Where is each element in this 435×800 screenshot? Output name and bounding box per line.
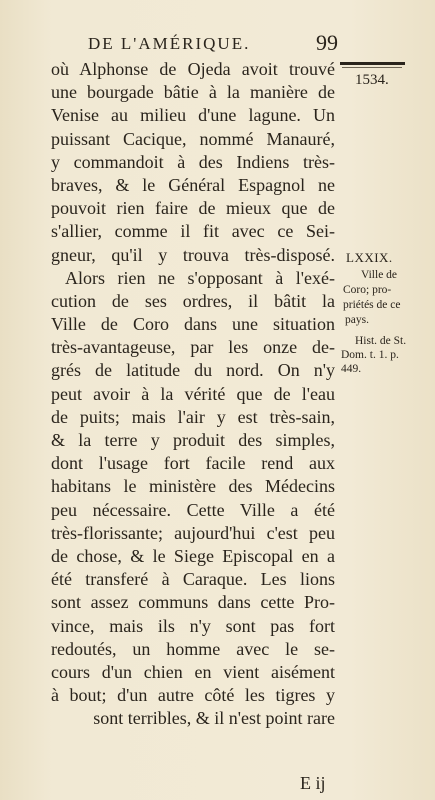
text-line: gneur, qu'il y trouva très-disposé. [51,244,335,265]
margin-source-line: Hist. de St. [355,335,407,347]
text-line: habitans le ministère des Médecins [51,476,335,497]
margin-source-line: Dom. t. 1. p. [341,349,399,361]
text-line: puissant Cacique, nommé Manauré, [51,128,335,149]
text-line: braves, & le Général Espagnol ne [51,174,335,195]
margin-note-line: priétés de ce [343,299,401,311]
text-line: cution de ses ordres, il bâtit la [51,290,335,311]
text-line: dont l'usage fort facile rend aux [51,453,335,474]
text-line: été transferé à Caraque. Les lions [51,569,335,590]
margin-note-line: Ville de [361,269,398,281]
text-line: cours d'un chien en vient aisément [51,661,335,682]
page-number: 99 [316,30,338,55]
text-line: pouvoit rien faire de mieux que de [51,198,335,219]
text-line: très-florissante; aujourd'hui c'est peu [51,522,335,543]
margin-source [341,334,421,376]
text-line: vince, mais ils n'y sont pas fort [51,615,335,636]
margin-year: 1534. [355,72,389,88]
margin-source-line: 449. [341,363,362,375]
signature-mark: E ij [300,773,326,793]
margin-note-line: Coro; pro- [343,284,392,296]
text-line: peu nécessaire. Cette Ville a été [51,499,335,520]
text-line: redoutés, un homme avec le se- [51,638,335,659]
margin-note [343,268,423,328]
running-header [88,30,338,56]
text-line: une bourgade bâtie à la manière de [51,82,335,103]
text-line: où Alphonse de Ojeda avoit trouvé [51,59,335,79]
margin-note-line: pays. [345,314,369,326]
text-line: de puits; mais l'air y est très-sain, [51,406,335,427]
text-line: très-avantageuse, par les onze de- [51,337,335,358]
margin-section-number: LXXIX. [346,250,393,265]
text-line: grés de latitude du nord. On n'y [51,360,335,381]
text-line: Alors rien ne s'opposant à l'exé- [65,267,335,288]
text-line: sont assez communs dans cette Pro- [51,592,335,613]
margin-rule [340,62,405,65]
text-line: y commandoit à des Indiens très- [51,151,335,172]
body-text [51,58,335,730]
text-line: de chose, & le Siege Episcopal en a [51,545,335,566]
text-line: à bout; d'un autre côté les tigres y [51,685,335,706]
text-line: Ville de Coro dans une situation [51,314,335,335]
text-line: Venise au milieu d'une lagune. Un [51,105,335,126]
running-title: DE L'AMÉRIQUE. [88,34,251,53]
margin-rule-thin [342,67,402,68]
text-line: sont terribles, & il n'est point rare [93,708,335,729]
text-line: & la terre y produit des simples, [51,430,335,450]
text-line: peut avoir à la vérité que de l'eau [51,383,335,404]
text-line: s'allier, comme il fit avec ce Sei- [51,221,335,242]
